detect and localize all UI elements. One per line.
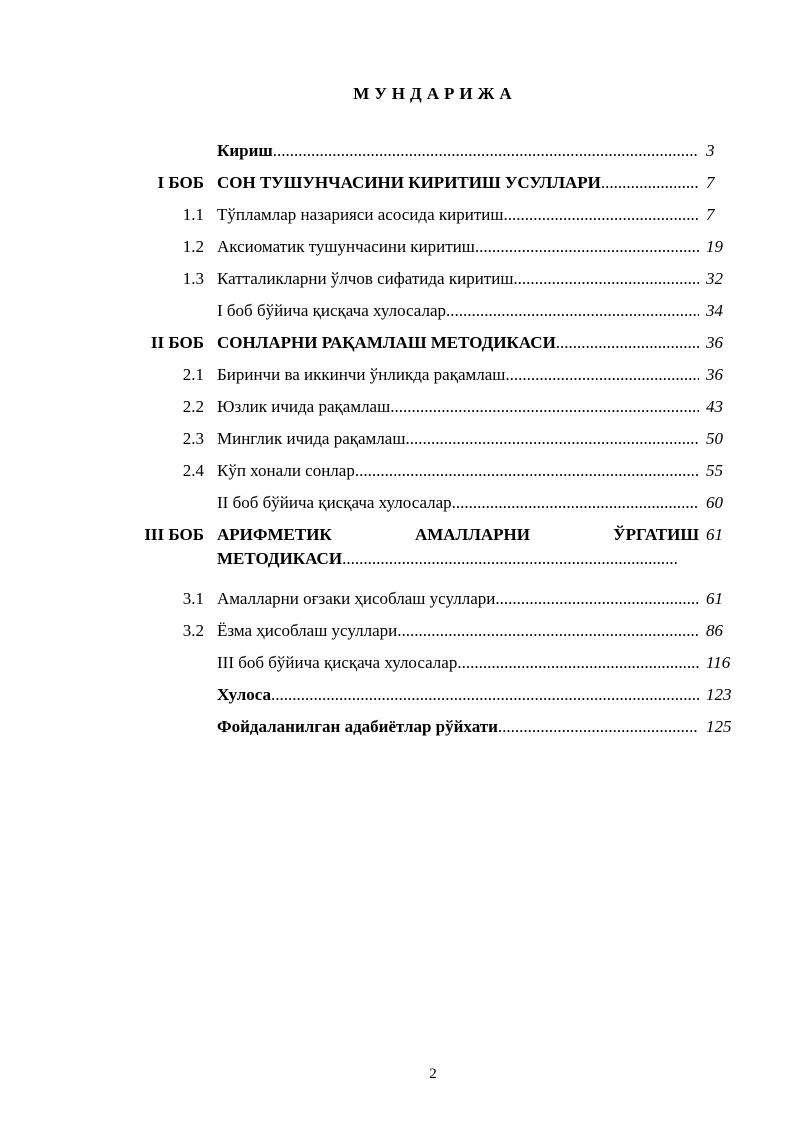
toc-entry-title — [217, 522, 699, 548]
toc-entry-title: II боб бўйича қисқача хулосалар — [217, 493, 452, 512]
toc-entry-title: Фойдаланилган адабиётлар рўйхати — [217, 717, 498, 736]
toc-entry-page: 60 — [706, 493, 723, 512]
toc-entry-title: СОНЛАРНИ РАҚАМЛАШ МЕТОДИКАСИ — [217, 333, 556, 352]
toc-entry-number: 1.1 — [182, 205, 204, 224]
toc-entry-title: I боб бўйича қисқача хулосалар — [217, 301, 447, 320]
toc-entry[interactable] — [0, 138, 800, 170]
toc-entry-title: Хулоса — [217, 685, 271, 704]
toc-entry[interactable] — [0, 618, 800, 650]
toc-entry-page: 61 — [706, 525, 723, 544]
toc-entry[interactable] — [0, 234, 800, 266]
toc-entry-title: Кўп хонали сонлар — [217, 461, 355, 480]
toc-entry[interactable] — [0, 682, 800, 714]
toc-title: МУНДАРИЖА — [353, 84, 517, 103]
toc-entry-page: 55 — [706, 461, 723, 480]
toc-entry[interactable] — [0, 714, 800, 746]
toc-entry[interactable] — [0, 394, 800, 426]
toc-entry-title: Кириш — [217, 141, 273, 160]
toc-entry-page: 43 — [706, 397, 723, 416]
toc-entry[interactable] — [0, 298, 800, 330]
toc-entry-page: 32 — [706, 269, 723, 288]
toc-entry-title: Биринчи ва иккинчи ўнликда рақамлаш — [217, 365, 506, 384]
toc-entry-number: 3.2 — [182, 621, 204, 640]
toc-entry-title: Аксиоматик тушунчасини киритиш — [217, 237, 475, 256]
title-word: АРИФМЕТИК — [217, 525, 332, 544]
toc-entry-title: III боб бўйича қисқача хулосалар — [217, 653, 458, 672]
toc-entry-title: Амалларни оғзаки ҳисоблаш усуллари — [217, 589, 496, 608]
toc-entry-number: 2.1 — [182, 365, 204, 384]
toc-entry-page: 36 — [706, 365, 723, 384]
toc-entry-page: 19 — [706, 237, 723, 256]
table-of-contents — [0, 138, 800, 746]
toc-entry-number: III БОБ — [144, 525, 204, 544]
toc-entry-page: 34 — [706, 301, 723, 320]
toc-entry-number: 1.2 — [182, 237, 204, 256]
toc-entry[interactable] — [0, 202, 800, 234]
toc-entry-title: Минглик ичида рақамлаш — [217, 429, 406, 448]
toc-entry[interactable] — [0, 362, 800, 394]
toc-entry-title: Ёзма ҳисоблаш усуллари — [217, 621, 398, 640]
toc-entry-page: 50 — [706, 429, 723, 448]
toc-entry-title: СОН ТУШУНЧАСИНИ КИРИТИШ УСУЛЛАРИ — [217, 173, 601, 192]
toc-entry-number: 1.3 — [182, 269, 204, 288]
toc-entry-number: 2.3 — [182, 429, 204, 448]
toc-entry[interactable] — [0, 490, 800, 522]
toc-entry[interactable] — [0, 170, 800, 202]
toc-entry-number: I БОБ — [157, 173, 204, 192]
toc-entry-title: Юзлик ичида рақамлаш — [217, 397, 391, 416]
toc-entry-page: 7 — [706, 205, 715, 224]
toc-entry-number: 3.1 — [182, 589, 204, 608]
toc-entry-page: 86 — [706, 621, 723, 640]
toc-entry-page: 61 — [706, 589, 723, 608]
toc-entry[interactable] — [0, 458, 800, 490]
toc-entry[interactable] — [0, 266, 800, 298]
toc-entry-page: 7 — [706, 173, 715, 192]
toc-entry[interactable] — [0, 650, 800, 682]
toc-entry[interactable] — [0, 586, 800, 618]
title-word: ЎРГАТИШ — [613, 525, 699, 544]
toc-entry-page: 125 — [706, 717, 732, 736]
title-word: АМАЛЛАРНИ — [414, 525, 530, 544]
toc-entry-title: Катталикларни ўлчов сифатида киритиш — [217, 269, 514, 288]
toc-entry-page: 36 — [706, 333, 723, 352]
toc-entry-page: 123 — [706, 685, 732, 704]
page-number: 2 — [429, 1066, 437, 1082]
toc-entry-page: 3 — [706, 141, 715, 160]
toc-entry-page: 116 — [706, 653, 731, 672]
toc-entry-number: 2.4 — [182, 461, 204, 480]
toc-entry[interactable] — [0, 426, 800, 458]
toc-entry-title: Тўпламлар назарияси асосида киритиш — [217, 205, 504, 224]
toc-entry-number: II БОБ — [150, 333, 204, 352]
toc-entry-title-cont: МЕТОДИКАСИ — [217, 549, 343, 568]
toc-entry-number: 2.2 — [182, 397, 204, 416]
toc-entry-chapter-3[interactable] — [0, 522, 800, 586]
toc-entry[interactable] — [0, 330, 800, 362]
